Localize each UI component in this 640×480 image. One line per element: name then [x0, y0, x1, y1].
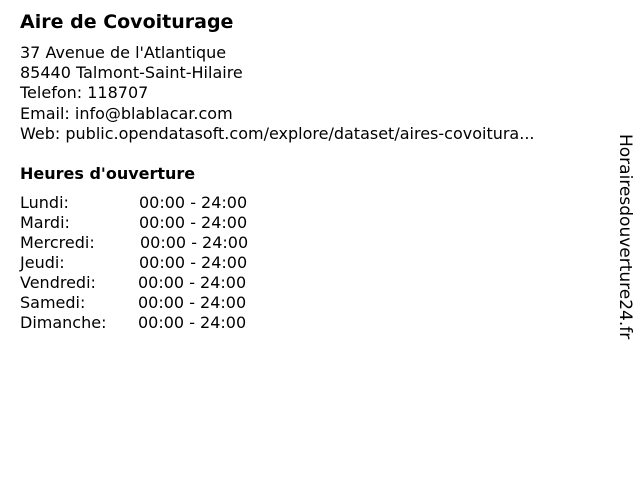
day-label: Jeudi:	[20, 253, 65, 272]
time-range: 00:00 - 24:00	[138, 273, 247, 292]
city-address: 85440 Talmont-Saint-Hilaire	[20, 63, 243, 83]
street-address: 37 Avenue de l'Atlantique	[20, 43, 227, 62]
site-watermark-text: Horairesdouverture24.fr	[615, 134, 635, 340]
day-label: Samedi:	[20, 293, 86, 312]
time-range: 00:00 - 24:00	[138, 313, 247, 332]
time-range: 00:00 - 24:00	[138, 293, 247, 312]
phone-number: Telefon: 118707	[20, 83, 149, 103]
time-range: 00:00 - 24:00	[139, 213, 248, 232]
place-name: Aire de Covoiturage	[20, 11, 234, 33]
day-label: Mercredi:	[20, 233, 95, 252]
time-range: 00:00 - 24:00	[139, 253, 248, 272]
website-url: Web: public.opendatasoft.com/explore/dataset/aires-covoitura...	[20, 123, 535, 143]
day-label: Vendredi:	[20, 273, 96, 292]
email-address: Email: info@blablacar.com	[20, 103, 233, 123]
day-label: Dimanche:	[20, 313, 107, 332]
time-range: 00:00 - 24:00	[140, 233, 249, 252]
opening-hours-title: Heures d'ouverture	[20, 164, 196, 183]
time-range: 00:00 - 24:00	[139, 193, 248, 212]
day-label: Mardi:	[20, 213, 70, 232]
day-label: Lundi:	[20, 193, 69, 212]
contact-info	[20, 43, 535, 144]
